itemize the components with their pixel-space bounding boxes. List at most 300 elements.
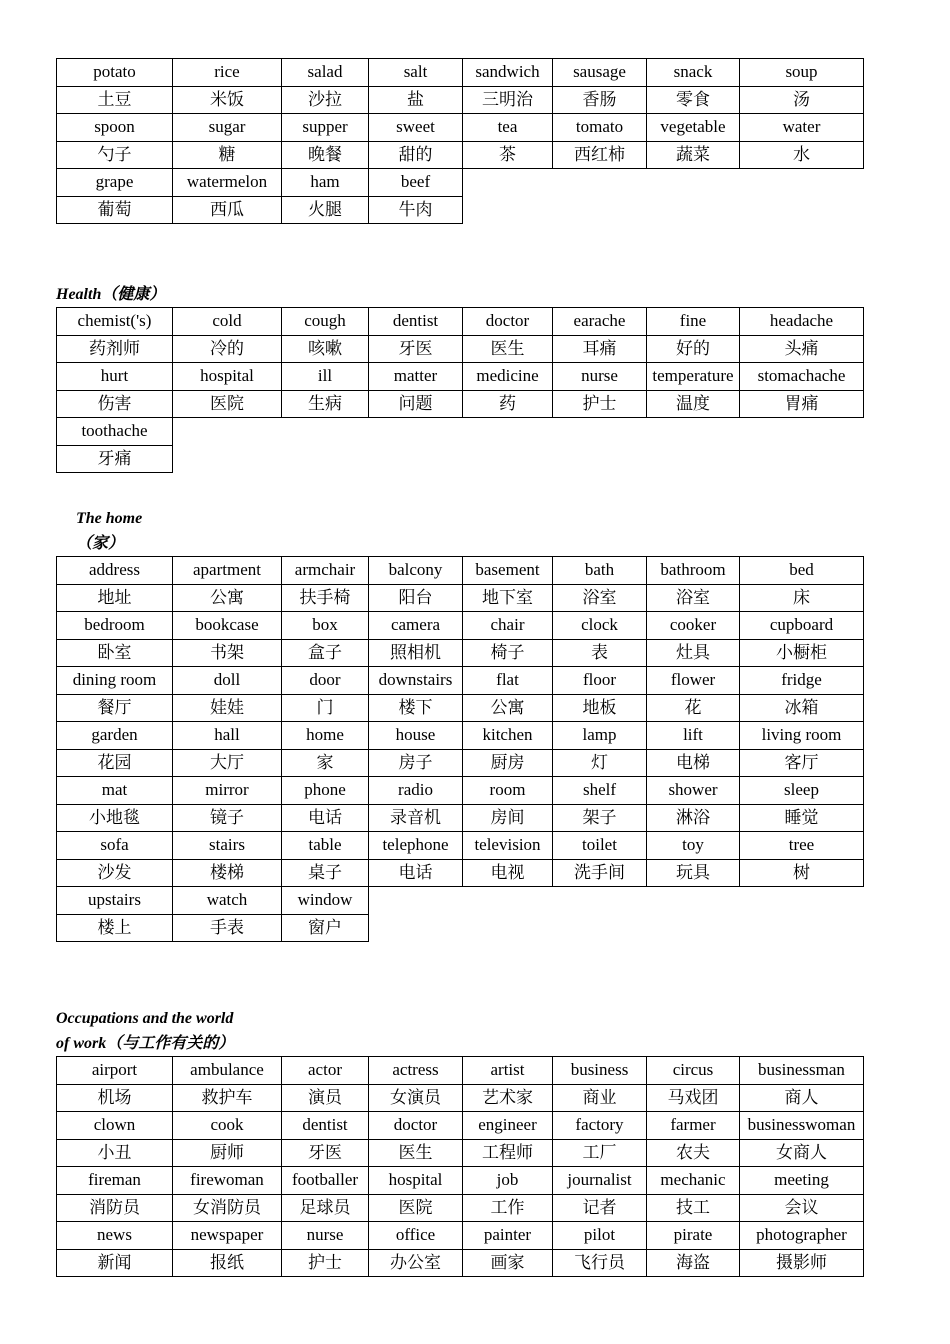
chinese-word-cell: 照相机 (369, 639, 463, 667)
english-word-cell: mechanic (647, 1167, 740, 1195)
chinese-word-cell: 救护车 (173, 1084, 282, 1112)
english-word-cell: snack (647, 59, 740, 87)
chinese-word-cell: 咳嗽 (282, 335, 369, 363)
empty-cell (553, 887, 647, 915)
english-word-cell: clown (57, 1112, 173, 1140)
food-section (56, 58, 864, 224)
english-word-cell: headache (740, 308, 864, 336)
chinese-word-cell: 米饭 (173, 86, 282, 114)
english-word-cell: flower (647, 667, 740, 695)
empty-cell (647, 169, 740, 197)
english-word-cell: ham (282, 169, 369, 197)
english-word-row (57, 308, 864, 336)
chinese-word-cell: 娃娃 (173, 694, 282, 722)
empty-cell (173, 445, 282, 473)
chinese-word-cell: 水 (740, 141, 864, 169)
chinese-word-cell: 公寓 (463, 694, 553, 722)
chinese-word-cell: 客厅 (740, 749, 864, 777)
chinese-word-cell: 浴室 (553, 584, 647, 612)
english-word-cell: chemist('s) (57, 308, 173, 336)
chinese-word-cell: 土豆 (57, 86, 173, 114)
empty-cell (647, 418, 740, 446)
empty-cell (173, 418, 282, 446)
chinese-word-cell: 葡萄 (57, 196, 173, 224)
chinese-word-cell: 楼下 (369, 694, 463, 722)
english-word-cell: business (553, 1057, 647, 1085)
chinese-word-cell: 灯 (553, 749, 647, 777)
chinese-word-cell: 沙拉 (282, 86, 369, 114)
chinese-translation-row (57, 335, 864, 363)
english-word-cell: office (369, 1222, 463, 1250)
chinese-word-cell: 画家 (463, 1249, 553, 1277)
chinese-translation-row (57, 914, 864, 942)
english-word-cell: rice (173, 59, 282, 87)
english-word-cell: hospital (173, 363, 282, 391)
english-word-cell: box (282, 612, 369, 640)
english-word-row (57, 777, 864, 805)
english-word-cell: lamp (553, 722, 647, 750)
chinese-word-cell: 商业 (553, 1084, 647, 1112)
chinese-word-cell: 厨师 (173, 1139, 282, 1167)
chinese-word-cell: 机场 (57, 1084, 173, 1112)
english-word-cell: farmer (647, 1112, 740, 1140)
english-word-cell: businessman (740, 1057, 864, 1085)
english-word-cell: dining room (57, 667, 173, 695)
chinese-word-cell: 茶 (463, 141, 553, 169)
chinese-word-cell: 镜子 (173, 804, 282, 832)
chinese-word-cell: 玩具 (647, 859, 740, 887)
chinese-word-cell: 蔬菜 (647, 141, 740, 169)
health-vocabulary-table (56, 307, 864, 473)
empty-cell (647, 914, 740, 942)
english-word-cell: table (282, 832, 369, 860)
chinese-word-cell: 工作 (463, 1194, 553, 1222)
english-word-cell: cough (282, 308, 369, 336)
english-word-cell: meeting (740, 1167, 864, 1195)
chinese-word-cell: 盒子 (282, 639, 369, 667)
chinese-word-cell: 演员 (282, 1084, 369, 1112)
english-word-cell: job (463, 1167, 553, 1195)
chinese-word-cell: 牙医 (369, 335, 463, 363)
chinese-word-cell: 马戏团 (647, 1084, 740, 1112)
chinese-word-cell: 零食 (647, 86, 740, 114)
empty-cell (740, 887, 864, 915)
english-word-cell: businesswoman (740, 1112, 864, 1140)
empty-cell (553, 196, 647, 224)
empty-cell (647, 887, 740, 915)
chinese-word-cell: 消防员 (57, 1194, 173, 1222)
english-word-cell: beef (369, 169, 463, 197)
chinese-word-cell: 勺子 (57, 141, 173, 169)
chinese-translation-row (57, 1249, 864, 1277)
chinese-word-cell: 冰箱 (740, 694, 864, 722)
english-word-cell: engineer (463, 1112, 553, 1140)
empty-cell (369, 418, 463, 446)
english-word-row (57, 612, 864, 640)
empty-cell (647, 445, 740, 473)
chinese-word-cell: 树 (740, 859, 864, 887)
chinese-word-cell: 电话 (282, 804, 369, 832)
chinese-word-cell: 浴室 (647, 584, 740, 612)
chinese-word-cell: 大厅 (173, 749, 282, 777)
empty-cell (647, 196, 740, 224)
english-word-cell: spoon (57, 114, 173, 142)
chinese-word-cell: 艺术家 (463, 1084, 553, 1112)
english-word-cell: doll (173, 667, 282, 695)
chinese-word-cell: 女商人 (740, 1139, 864, 1167)
english-word-cell: downstairs (369, 667, 463, 695)
english-word-cell: grape (57, 169, 173, 197)
health-section (56, 282, 864, 473)
home-vocabulary-table (56, 556, 864, 942)
work-heading: Occupations and the world of work（与工作有关的） (56, 1010, 235, 1052)
chinese-word-cell: 摄影师 (740, 1249, 864, 1277)
english-word-cell: hall (173, 722, 282, 750)
english-word-cell: sandwich (463, 59, 553, 87)
english-word-cell: soup (740, 59, 864, 87)
english-word-cell: mat (57, 777, 173, 805)
chinese-word-cell: 地板 (553, 694, 647, 722)
chinese-word-cell: 糖 (173, 141, 282, 169)
english-word-cell: cook (173, 1112, 282, 1140)
chinese-word-cell: 桌子 (282, 859, 369, 887)
chinese-word-cell: 飞行员 (553, 1249, 647, 1277)
empty-cell (553, 169, 647, 197)
empty-cell (282, 445, 369, 473)
english-word-cell: actor (282, 1057, 369, 1085)
chinese-word-cell: 电视 (463, 859, 553, 887)
empty-cell (463, 169, 553, 197)
english-word-row (57, 1112, 864, 1140)
english-word-cell: journalist (553, 1167, 647, 1195)
empty-cell (463, 196, 553, 224)
home-heading: The home （家） (76, 510, 143, 552)
english-word-row (57, 418, 864, 446)
chinese-word-cell: 女演员 (369, 1084, 463, 1112)
chinese-word-cell: 灶具 (647, 639, 740, 667)
english-word-cell: toothache (57, 418, 173, 446)
english-word-cell: kitchen (463, 722, 553, 750)
english-word-cell: nurse (282, 1222, 369, 1250)
english-word-cell: telephone (369, 832, 463, 860)
chinese-word-cell: 冷的 (173, 335, 282, 363)
english-word-cell: fine (647, 308, 740, 336)
english-word-cell: apartment (173, 557, 282, 585)
english-word-cell: dentist (282, 1112, 369, 1140)
english-word-cell: lift (647, 722, 740, 750)
empty-cell (369, 914, 463, 942)
empty-cell (553, 914, 647, 942)
chinese-translation-row (57, 584, 864, 612)
english-word-cell: doctor (463, 308, 553, 336)
chinese-word-cell: 耳痛 (553, 335, 647, 363)
chinese-word-cell: 家 (282, 749, 369, 777)
chinese-word-cell: 护士 (282, 1249, 369, 1277)
english-word-cell: salad (282, 59, 369, 87)
chinese-word-cell: 胃痛 (740, 390, 864, 418)
english-word-cell: supper (282, 114, 369, 142)
english-word-cell: clock (553, 612, 647, 640)
english-word-row (57, 1222, 864, 1250)
english-word-cell: temperature (647, 363, 740, 391)
english-word-cell: sweet (369, 114, 463, 142)
chinese-word-cell: 晚餐 (282, 141, 369, 169)
english-word-cell: pilot (553, 1222, 647, 1250)
empty-cell (463, 445, 553, 473)
chinese-word-cell: 门 (282, 694, 369, 722)
english-word-cell: water (740, 114, 864, 142)
chinese-word-cell: 医院 (173, 390, 282, 418)
english-word-cell: potato (57, 59, 173, 87)
english-word-cell: bookcase (173, 612, 282, 640)
english-word-cell: sugar (173, 114, 282, 142)
chinese-word-cell: 洗手间 (553, 859, 647, 887)
english-word-cell: sausage (553, 59, 647, 87)
english-word-cell: tree (740, 832, 864, 860)
chinese-word-cell: 卧室 (57, 639, 173, 667)
english-word-cell: door (282, 667, 369, 695)
english-word-cell: toilet (553, 832, 647, 860)
english-word-cell: medicine (463, 363, 553, 391)
chinese-word-cell: 伤害 (57, 390, 173, 418)
chinese-translation-row (57, 141, 864, 169)
chinese-word-cell: 药剂师 (57, 335, 173, 363)
chinese-translation-row (57, 445, 864, 473)
chinese-word-cell: 牙痛 (57, 445, 173, 473)
english-word-row (57, 114, 864, 142)
chinese-word-cell: 牙医 (282, 1139, 369, 1167)
chinese-word-cell: 阳台 (369, 584, 463, 612)
chinese-word-cell: 餐厅 (57, 694, 173, 722)
chinese-word-cell: 扶手椅 (282, 584, 369, 612)
food-vocabulary-table (56, 58, 864, 224)
english-word-cell: house (369, 722, 463, 750)
english-word-cell: window (282, 887, 369, 915)
english-word-cell: firewoman (173, 1167, 282, 1195)
empty-cell (740, 445, 864, 473)
english-word-cell: watch (173, 887, 282, 915)
english-word-row (57, 557, 864, 585)
chinese-word-cell: 汤 (740, 86, 864, 114)
empty-cell (463, 418, 553, 446)
english-word-cell: pirate (647, 1222, 740, 1250)
english-word-cell: address (57, 557, 173, 585)
chinese-word-cell: 西瓜 (173, 196, 282, 224)
english-word-cell: airport (57, 1057, 173, 1085)
chinese-word-cell: 房子 (369, 749, 463, 777)
chinese-word-cell: 淋浴 (647, 804, 740, 832)
chinese-translation-row (57, 1194, 864, 1222)
chinese-word-cell: 头痛 (740, 335, 864, 363)
chinese-word-cell: 表 (553, 639, 647, 667)
chinese-word-cell: 窗户 (282, 914, 369, 942)
chinese-word-cell: 地址 (57, 584, 173, 612)
english-word-cell: hospital (369, 1167, 463, 1195)
chinese-word-cell: 花园 (57, 749, 173, 777)
chinese-word-cell: 新闻 (57, 1249, 173, 1277)
english-word-cell: stairs (173, 832, 282, 860)
english-word-row (57, 59, 864, 87)
english-word-cell: tea (463, 114, 553, 142)
chinese-translation-row (57, 859, 864, 887)
chinese-word-cell: 小地毯 (57, 804, 173, 832)
english-word-cell: hurt (57, 363, 173, 391)
chinese-translation-row (57, 749, 864, 777)
english-word-cell: mirror (173, 777, 282, 805)
english-word-cell: room (463, 777, 553, 805)
english-word-cell: flat (463, 667, 553, 695)
empty-cell (740, 169, 864, 197)
english-word-cell: toy (647, 832, 740, 860)
empty-cell (282, 418, 369, 446)
empty-cell (463, 887, 553, 915)
chinese-word-cell: 工厂 (553, 1139, 647, 1167)
chinese-word-cell: 书架 (173, 639, 282, 667)
chinese-word-cell: 会议 (740, 1194, 864, 1222)
english-word-cell: footballer (282, 1167, 369, 1195)
english-word-cell: circus (647, 1057, 740, 1085)
english-word-cell: home (282, 722, 369, 750)
home-section (56, 506, 864, 942)
english-word-cell: bedroom (57, 612, 173, 640)
chinese-word-cell: 电梯 (647, 749, 740, 777)
english-word-cell: balcony (369, 557, 463, 585)
empty-cell (463, 914, 553, 942)
english-word-cell: watermelon (173, 169, 282, 197)
chinese-word-cell: 足球员 (282, 1194, 369, 1222)
english-word-cell: cooker (647, 612, 740, 640)
chinese-word-cell: 厨房 (463, 749, 553, 777)
english-word-cell: stomachache (740, 363, 864, 391)
english-word-cell: armchair (282, 557, 369, 585)
chinese-word-cell: 录音机 (369, 804, 463, 832)
chinese-translation-row (57, 804, 864, 832)
chinese-word-cell: 三明治 (463, 86, 553, 114)
english-word-row (57, 832, 864, 860)
empty-cell (740, 196, 864, 224)
english-word-cell: salt (369, 59, 463, 87)
chinese-word-cell: 床 (740, 584, 864, 612)
chinese-word-cell: 电话 (369, 859, 463, 887)
english-word-cell: shower (647, 777, 740, 805)
english-word-cell: bathroom (647, 557, 740, 585)
english-word-cell: garden (57, 722, 173, 750)
english-word-row (57, 667, 864, 695)
empty-cell (369, 445, 463, 473)
chinese-word-cell: 沙发 (57, 859, 173, 887)
chinese-translation-row (57, 694, 864, 722)
chinese-word-cell: 香肠 (553, 86, 647, 114)
english-word-cell: shelf (553, 777, 647, 805)
chinese-word-cell: 牛肉 (369, 196, 463, 224)
english-word-cell: painter (463, 1222, 553, 1250)
english-word-cell: tomato (553, 114, 647, 142)
chinese-translation-row (57, 639, 864, 667)
english-word-cell: factory (553, 1112, 647, 1140)
empty-cell (740, 914, 864, 942)
english-word-row (57, 722, 864, 750)
chinese-word-cell: 医院 (369, 1194, 463, 1222)
english-word-row (57, 1167, 864, 1195)
english-word-cell: cupboard (740, 612, 864, 640)
chinese-word-cell: 花 (647, 694, 740, 722)
english-word-cell: ambulance (173, 1057, 282, 1085)
chinese-word-cell: 公寓 (173, 584, 282, 612)
chinese-word-cell: 温度 (647, 390, 740, 418)
english-word-cell: upstairs (57, 887, 173, 915)
work-vocabulary-table (56, 1056, 864, 1277)
english-word-cell: camera (369, 612, 463, 640)
english-word-cell: radio (369, 777, 463, 805)
chinese-word-cell: 西红柿 (553, 141, 647, 169)
chinese-translation-row (57, 1139, 864, 1167)
chinese-word-cell: 甜的 (369, 141, 463, 169)
chinese-word-cell: 盐 (369, 86, 463, 114)
english-word-cell: fireman (57, 1167, 173, 1195)
chinese-translation-row (57, 86, 864, 114)
english-word-cell: sofa (57, 832, 173, 860)
chinese-word-cell: 手表 (173, 914, 282, 942)
english-word-cell: earache (553, 308, 647, 336)
chinese-word-cell: 女消防员 (173, 1194, 282, 1222)
english-word-cell: ill (282, 363, 369, 391)
english-word-cell: photographer (740, 1222, 864, 1250)
english-word-cell: doctor (369, 1112, 463, 1140)
chinese-word-cell: 生病 (282, 390, 369, 418)
chinese-word-cell: 医生 (369, 1139, 463, 1167)
english-word-row (57, 363, 864, 391)
chinese-word-cell: 楼梯 (173, 859, 282, 887)
chinese-word-cell: 椅子 (463, 639, 553, 667)
english-word-cell: nurse (553, 363, 647, 391)
english-word-cell: living room (740, 722, 864, 750)
english-word-cell: actress (369, 1057, 463, 1085)
english-word-cell: fridge (740, 667, 864, 695)
chinese-translation-row (57, 196, 864, 224)
empty-cell (553, 418, 647, 446)
chinese-word-cell: 睡觉 (740, 804, 864, 832)
english-word-row (57, 887, 864, 915)
chinese-word-cell: 地下室 (463, 584, 553, 612)
english-word-cell: floor (553, 667, 647, 695)
chinese-word-cell: 工程师 (463, 1139, 553, 1167)
chinese-word-cell: 海盗 (647, 1249, 740, 1277)
chinese-word-cell: 记者 (553, 1194, 647, 1222)
chinese-word-cell: 好的 (647, 335, 740, 363)
english-word-cell: sleep (740, 777, 864, 805)
chinese-word-cell: 报纸 (173, 1249, 282, 1277)
chinese-word-cell: 房间 (463, 804, 553, 832)
chinese-word-cell: 农夫 (647, 1139, 740, 1167)
chinese-word-cell: 医生 (463, 335, 553, 363)
english-word-cell: bed (740, 557, 864, 585)
english-word-cell: artist (463, 1057, 553, 1085)
chinese-word-cell: 问题 (369, 390, 463, 418)
empty-cell (553, 445, 647, 473)
chinese-word-cell: 火腿 (282, 196, 369, 224)
english-word-cell: vegetable (647, 114, 740, 142)
chinese-word-cell: 小橱柜 (740, 639, 864, 667)
english-word-cell: television (463, 832, 553, 860)
english-word-cell: cold (173, 308, 282, 336)
english-word-row (57, 169, 864, 197)
chinese-translation-row (57, 1084, 864, 1112)
work-section (56, 1006, 864, 1277)
chinese-word-cell: 技工 (647, 1194, 740, 1222)
chinese-word-cell: 商人 (740, 1084, 864, 1112)
english-word-cell: chair (463, 612, 553, 640)
english-word-cell: phone (282, 777, 369, 805)
